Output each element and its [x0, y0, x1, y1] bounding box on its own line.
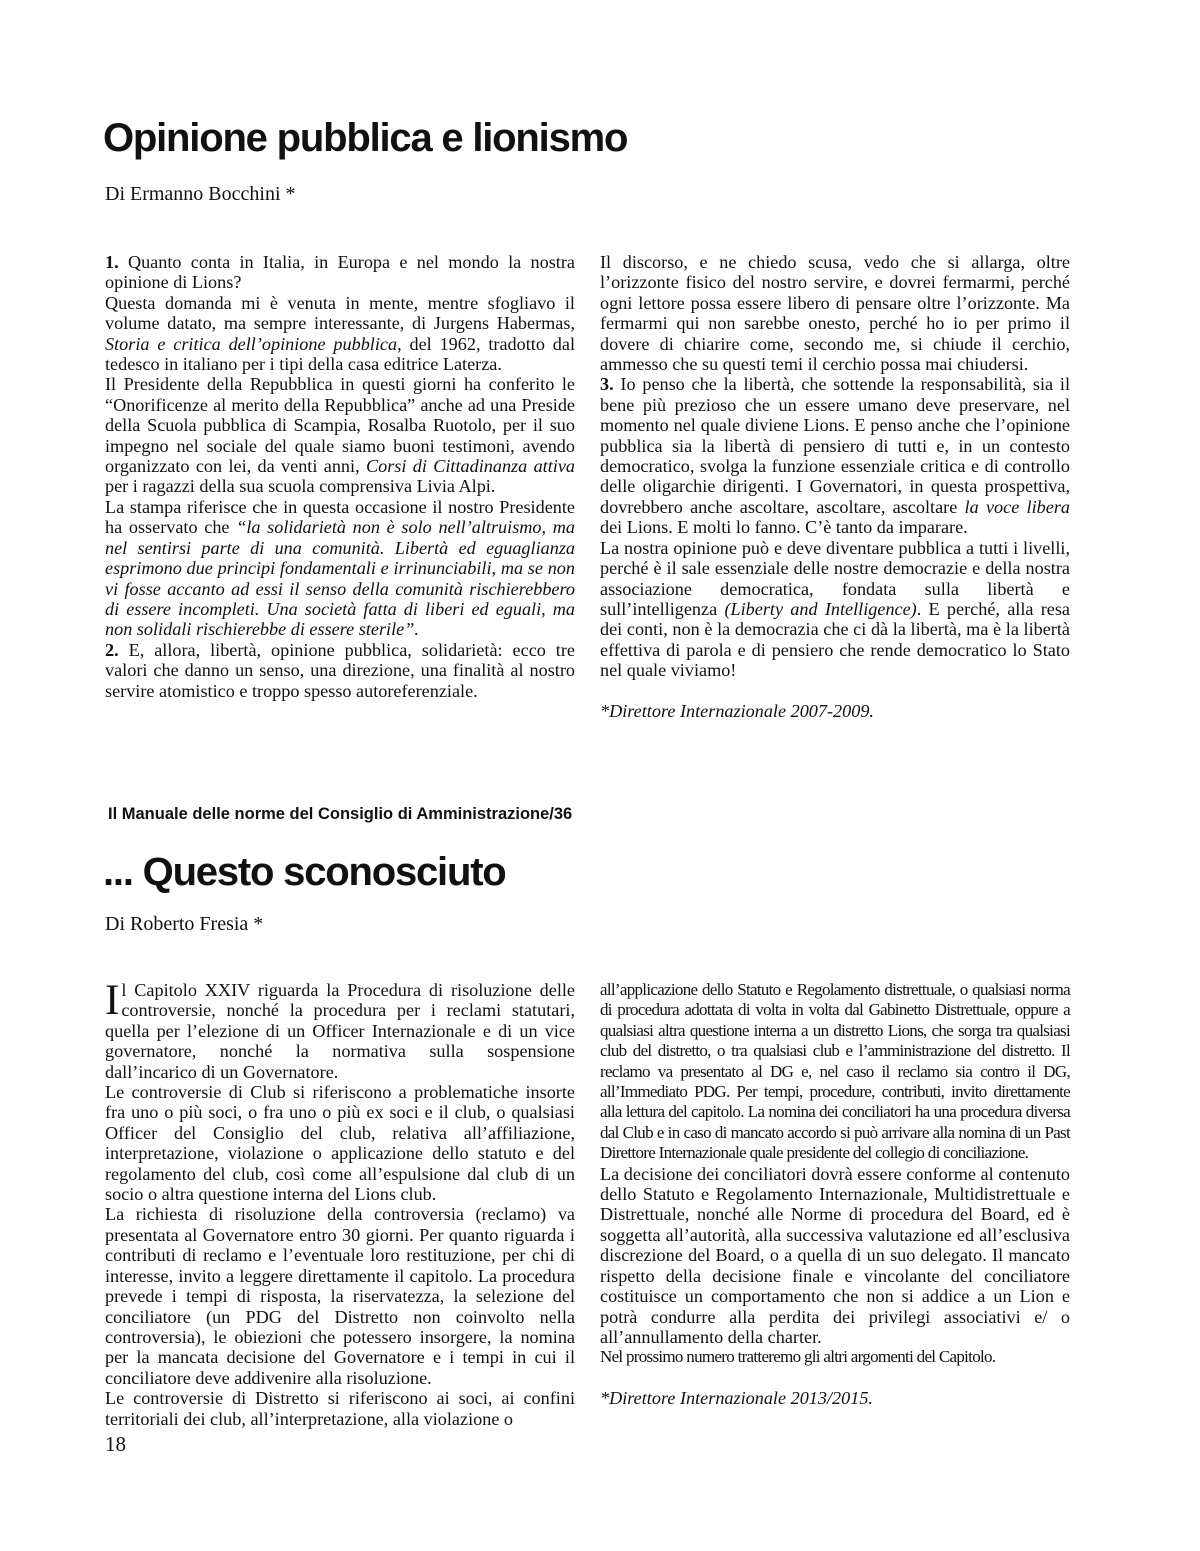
article2-byline: Di Roberto Fresia * — [105, 913, 264, 935]
paragraph-text: Io penso che la libertà, che sottende la responsabilità, sia il bene più prezioso che un essere umano deve preservare, nel momento nel quale diviene Lions. E penso anche che l’opinione pubblica sia la libertà di pensiero di tutti e, in un contesto democratico, svolga la funzione essenziale critica e di controllo delle oligarchie dirigenti. I Governatori, in questa prospettiva, dovrebbero anche ascoltare, ascoltare, ascoltare — [600, 374, 1070, 517]
article1-paragraph — [600, 538, 1070, 681]
article2-paragraph: Le controversie di Club si riferiscono a problematiche insorte fra uno o più soci, o fra uno o più ex soci e il club, o qualsiasi Officer del Consiglio del club, relativa all’affiliazione, interpretazione, violazione o applicazione dello statuto e del regolamento del club, così come all’espulsione dal club di un socio o altra questione interna del Lions club. — [105, 1082, 575, 1205]
article1-paragraph — [600, 374, 1070, 537]
article2-paragraph: Le controversie di Distretto si riferiscono ai soci, ai confini territoriali dei club, all’interpretazione, alla violazione o — [105, 1388, 575, 1429]
drop-cap: I — [105, 977, 120, 1024]
section-number: 2. — [105, 639, 119, 660]
article1-paragraph — [105, 252, 575, 293]
paragraph-text: . E perché, alla resa dei conti, non è la democrazia che ci dà la libertà, ma è la libertà effettiva di parola e di pensiero che rende democratico lo Stato nel quale viviamo! — [600, 598, 1070, 681]
paragraph-text: E, allora, libertà, opinione pubblica, solidarietà: ecco tre valori che danno un senso, una direzione, una finalità al nostro servire atomistico e troppo spesso autoreferenziale. — [105, 639, 575, 701]
article2-paragraph — [105, 977, 575, 1082]
article1-paragraph — [105, 640, 575, 701]
article1-paragraph — [105, 497, 575, 640]
course-name: Corsi di Cittadinanza attiva — [365, 456, 575, 477]
article1-paragraph — [105, 374, 575, 496]
paragraph-text: Il Presidente della Repubblica in questi giorni ha conferito le “Onorificenze al merito della Repubblica” anche ad una Preside della Scuola pubblica di Scampia, Rosalba Ruotolo, per il suo impegno nel sociale del quale siamo buoni testimoni, avendo organizzato con lei, da venti anni, — [105, 374, 575, 477]
paragraph-text: Quanto conta in Italia, in Europa e nel mondo la nostra opinione di Lions? — [105, 252, 575, 293]
article2-paragraph: La richiesta di risoluzione della controversia (reclamo) va presentata al Governatore entro 30 giorni. Per quanto riguarda i contributi di reclamo e l’eventuale loro restituzione, per chi di interesse, invito a leggere direttamente il capitolo. La procedura prevede i tempi di risposta, la riservatezza, la selezione del conciliatore (un PDG del Distretto non coinvolto nella controversia), le obiezioni che potessero insorgere, la nomina per la mancata decisione del Governatore e i tempi in cui il conciliatore deve addivenire alla risoluzione. — [105, 1204, 575, 1388]
paragraph-text: per i ragazzi della sua scuola comprensiva Livia Alpi. — [105, 476, 496, 497]
paragraph-text: La stampa riferisce che in questa occasione il nostro Presidente ha osservato che — [105, 496, 575, 538]
article2-signature: *Direttore Internazionale 2013/2015. — [600, 1387, 873, 1408]
article1-byline: Di Ermanno Bocchini * — [105, 183, 296, 205]
section-number: 3. — [600, 374, 614, 395]
quotation: “la solidarietà non è solo nell’altruismo, ma nel sentirsi parte di una comunità. Libertà ed eguaglianza esprimono due principi fondamentali e irrinunciabili, ma se non vi fosse accanto ad essi il senso della comunità rischierebbero di essere incompleti. Una società fatta di liberi ed eguali, ma non solidali rischierebbe di essere sterile”. — [105, 517, 575, 640]
article2-title: ... Questo sconosciuto — [103, 850, 506, 894]
paragraph-text: dei Lions. E molti lo fanno. C’è tanto da imparare. — [600, 517, 968, 538]
article2-paragraph: Nel prossimo numero tratteremo gli altri argomenti del Capitolo. — [600, 1347, 996, 1367]
article1-signature: *Direttore Internazionale 2007-2009. — [600, 700, 874, 721]
motto: (Liberty and Intelligence) — [724, 598, 917, 619]
article2-paragraph: La decisione dei conciliatori dovrà essere conforme al contenuto dello Statuto e Regolamento Internazionale, Multidistrettuale e Distrettuale, nonché alle Norme di procedura del Board, ed è soggetta all’autorità, alla successiva valutazione ed all’esclusiva discrezione del Board, o a quella di un suo delegato. Il mancato rispetto della decisione finale e vincolante del conciliatore costituisce un comportamento che non si addice a un Lion e potrà condurre alla perdita dei privilegi associativi e/ o all’annullamento della charter. — [600, 1163, 1070, 1347]
book-title: Storia e critica dell’opinione pubblica — [105, 333, 398, 354]
article1-paragraph: Il discorso, e ne chiedo scusa, vedo che si allarga, oltre l’orizzonte fisico del nostro servire, e dovrei fermarmi, perché ogni lettore possa essere libero di pensare oltre l’orizzonte. Ma fermarmi qui non sarebbe onesto, perché ho io per primo il dovere di chiarire come, secondo me, si chiude il cerchio, ammesso che su questi temi il cerchio possa mai chiudersi. — [600, 252, 1070, 375]
article1-title: Opinione pubblica e lionismo — [103, 116, 628, 160]
paragraph-text: , del 1962, tradotto dal tedesco in italiano per i tipi della casa editrice Laterza. — [105, 333, 575, 375]
emphasis: la voce libera — [964, 496, 1070, 517]
page-number: 18 — [105, 1432, 126, 1456]
article2-right-column — [600, 980, 1070, 1408]
article1-left-column — [105, 252, 575, 701]
paragraph-text: Questa domanda mi è venuta in mente, mentre sfogliavo il volume datato, ma sempre interessante, di Jurgens Habermas, — [105, 292, 575, 334]
article1-right-column — [600, 252, 1070, 721]
article2-kicker: Il Manuale delle norme del Consiglio di Amministrazione/36 — [108, 805, 573, 823]
article1-paragraph — [105, 293, 575, 375]
section-number: 1. — [105, 252, 119, 272]
paragraph-text: l Capitolo XXIV riguarda la Procedura di risoluzione delle controversie, nonché la procedura per i reclami statutari, quella per l’elezione di un Officer Internazionale e di un vice governatore, nonché la normativa sulla sospensione dall’incarico di un Governatore. — [105, 980, 575, 1082]
paragraph-text: La nostra opinione può e deve diventare pubblica a tutti i livelli, perché è il sale essenziale delle nostre democrazie e della nostra associazione democratica, fondata sulla libertà e sull’intelligenza — [600, 537, 1070, 619]
article2-paragraph: all’applicazione dello Statuto e Regolamento distrettuale, o qualsiasi norma di procedura adottata di volta in volta dal Gabinetto Distrettuale, oppure a qualsiasi altra questione interna a un distretto Lions, che sorga tra qualsiasi club del distretto, o tra qualsiasi club e l’amministrazione del distretto. Il reclamo va presentato al DG e, nel caso il reclamo sia contro il DG, all’Immediato PDG. Per tempi, procedure, contributi, invito direttamente alla lettura del capitolo. La nomina dei conciliatori ha una procedura diversa dal Club e in caso di mancato accordo si può arrivare alla nomina di un Past Direttore Internazionale quale presidente del collegio di conciliazione. — [600, 980, 1070, 1163]
article2-left-column — [105, 977, 575, 1429]
